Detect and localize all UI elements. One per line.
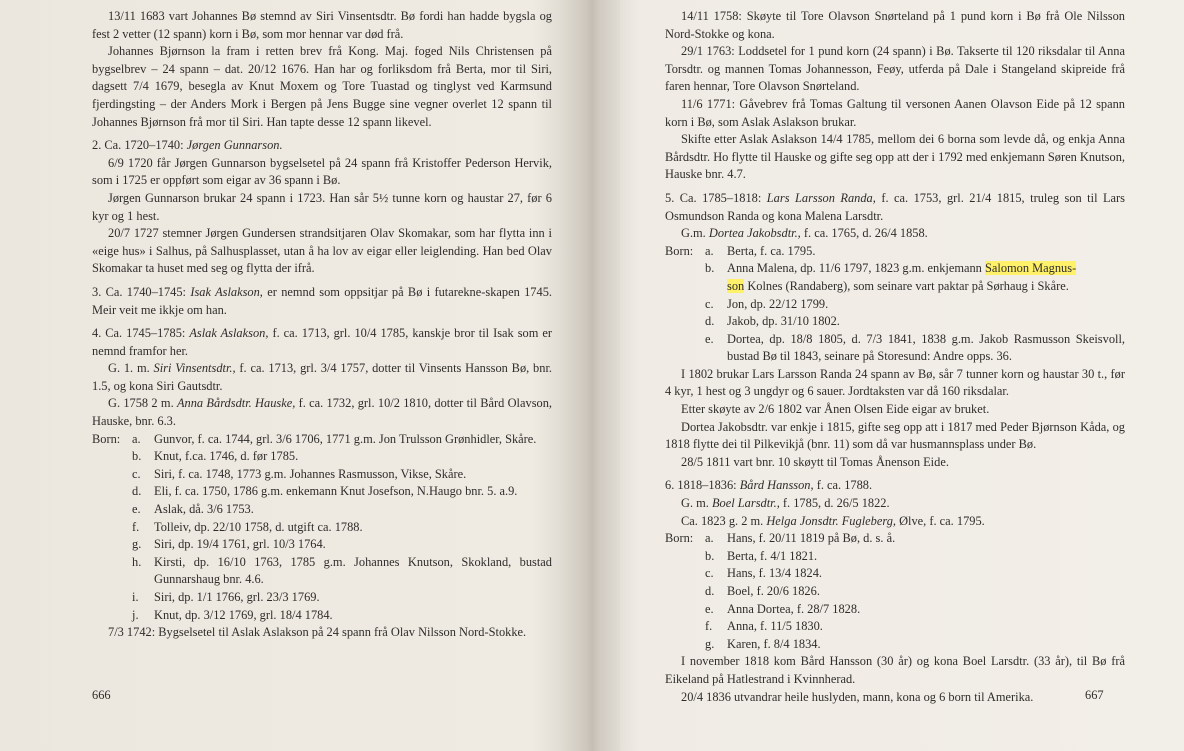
paragraph: 14/11 1758: Skøyte til Tore Olavson Snørteland på 1 pund korn i Bø frå Ole Nilsson Nord-Stokke og kona.	[665, 9, 1125, 41]
highlighted-name: son	[727, 278, 745, 293]
paragraph: 7/3 1742: Bygselsetel til Aslak Aslakson på 24 spann frå Olav Nilsson Nord-Stokke.	[108, 625, 527, 640]
list-item: i. Siri, dp. 1/1 1766, grl. 23/3 1769.	[132, 590, 320, 604]
list-item: e. Dortea, dp. 18/8 1805, d. 7/3 1841, 1838 g.m. Jakob Rasmusson Skeisvoll, bustad Bø til 1843, seinare på Storesund: Andre opps. 36.	[705, 331, 1125, 364]
list-item: b. Anna Malena, dp. 11/6 1797, 1823 g.m. enkjemann Salomon Magnus- son Kolnes (Randaberg), som seinare vart paktar på Sørhaug i Skåre.	[705, 261, 1077, 293]
children-list	[665, 530, 1125, 653]
list-item: b. Knut, f.ca. 1746, d. før 1785.	[132, 449, 299, 464]
list-item: c. Siri, f. ca. 1748, 1773 g.m. Johannes Rasmusson, Vikse, Skåre.	[132, 466, 467, 481]
section-heading: 5. Ca. 1785–1818: Lars Larsson Randa, f. ca. 1753, grl. 21/4 1815, truleg son til Lars Osmundson Randa og kona Malena Larsdtr.	[665, 190, 1126, 223]
paragraph: 20/4 1836 utvandrar heile huslyden, mann, kona og 6 born til Amerika.	[681, 689, 1034, 704]
children-list	[92, 431, 552, 625]
paragraph: Jørgen Gunnarson brukar 24 spann i 1723. Han sår 5½ tunne korn og haustar 27, før 6 kyr og 1 hest.	[92, 190, 552, 223]
section-heading: 4. Ca. 1745–1785: Aslak Aslakson, f. ca. 1713, grl. 10/4 1785, kanskje bror til Isak som er nemnd framfor her.	[92, 326, 552, 358]
list-item: d. Jakob, dp. 31/10 1802.	[705, 314, 840, 329]
marriage-line: G. m. Boel Larsdtr., f. 1785, d. 26/5 1822.	[681, 496, 890, 511]
list-item: b. Berta, f. 4/1 1821.	[705, 548, 818, 563]
list-item: Born: a. Hans, f. 20/11 1819 på Bø, d. s. å.	[665, 531, 896, 546]
paragraph: 20/7 1727 stemner Jørgen Gundersen strandsitjaren Olav Skomakar, som har flytta inn i «eige hus» i Salhus, på Salhusplasset, utan å ha lov av eigar eller leiglending. Han bed Olav Skomakar ta huset med seg og flytta der ifrå.	[92, 226, 552, 276]
gutter-shadow	[560, 0, 620, 751]
paragraph: Skifte etter Aslak Aslakson 14/4 1785, mellom dei 6 borna som levde då, og enkja Anna Bårdsdtr. Ho flytte til Hauske og gifte seg opp att der i 1792 med enkjemann Søren Knutson, Hauske bnr. 4.7.	[665, 132, 1125, 182]
list-item: c. Jon, dp. 22/12 1799.	[705, 296, 829, 311]
list-item: d. Boel, f. 20/6 1826.	[705, 584, 820, 598]
list-item: j. Knut, dp. 3/12 1769, grl. 18/4 1784.	[132, 607, 333, 622]
right-page	[665, 8, 1125, 706]
list-item: c. Hans, f. 13/4 1824.	[705, 566, 822, 581]
highlighted-name: Salomon Magnus-	[984, 261, 1077, 276]
paragraph: Johannes Bjørnson la fram i retten brev frå Kong. Maj. foged Nils Christensen på bygselbrev – 24 spann – dat. 20/12 1676. Han har og forliksdom frå Berta, mor til Siri, dagsett 7/4 1679, besegla av Knut Moxem og Tore Tuastad og tinglyst ved Karmsund fjerdingsting – der Anders Mork i Bergen på Jens Bugge sine vegner overlet 12 spann til Johannes Bjørnson frå mor til Siri. Han tapte desse 12 spann likevel.	[92, 44, 552, 129]
paragraph: Etter skøyte av 2/6 1802 var Ånen Olsen Eide eigar av bruket.	[681, 402, 990, 417]
left-page	[92, 8, 552, 642]
list-item: f. Tolleiv, dp. 22/10 1758, d. utgift ca. 1788.	[132, 519, 363, 534]
page-number: 666	[92, 688, 111, 702]
list-item: g. Karen, f. 8/4 1834.	[705, 636, 821, 651]
marriage-line: G. 1. m. Siri Vinsentsdtr., f. ca. 1713, grl. 3/4 1757, dotter til Vinsents Hansson Bø, bnr. 1.5, og kona Siri Gautsdtr.	[92, 361, 552, 393]
section-heading: 2. Ca. 1720–1740: Jørgen Gunnarson.	[92, 138, 283, 153]
marriage-line: G.m. Dortea Jakobsdtr., f. ca. 1765, d. 26/4 1858.	[681, 226, 928, 241]
list-item: Born: a. Gunvor, f. ca. 1744, grl. 3/6 1706, 1771 g.m. Jon Trulsson Grønhidler, Skåre.	[92, 431, 537, 446]
paragraph: Dortea Jakobsdtr. var enkje i 1815, gifte seg opp att i 1817 med Peder Bjørnson Kåda, og 1818 flytte dei til Pilkevikjå (bnr. 11) som då var husmannsplass under Bø.	[665, 419, 1125, 452]
paragraph: I 1802 brukar Lars Larsson Randa 24 spann av Bø, sår 7 tunner korn og haustar 30 t., før 4 kyr, 1 hest og 3 ungdyr og 6 sauer. Jordtaksten var då 160 riksdalar.	[665, 366, 1125, 399]
list-item: e. Anna Dortea, f. 28/7 1828.	[705, 601, 861, 616]
children-list	[665, 243, 1125, 366]
list-item: f. Anna, f. 11/5 1830.	[705, 619, 823, 634]
list-item: g. Siri, dp. 19/4 1761, grl. 10/3 1764.	[132, 537, 326, 552]
list-item: Born: a. Berta, f. ca. 1795.	[665, 243, 816, 258]
marriage-line: G. 1758 2 m. Anna Bårdsdtr. Hauske, f. ca. 1732, grl. 10/2 1810, dotter til Bård Olavson, Hauske, bnr. 6.3.	[92, 396, 552, 429]
paragraph: 13/11 1683 vart Johannes Bø stemnd av Siri Vinsentsdtr. Bø fordi han hadde bygsla og fest 2 vetter (12 spann) korn i Bø, som mor hennar var død frå.	[92, 9, 552, 41]
paragraph: 6/9 1720 får Jørgen Gunnarson bygselsetel på 24 spann frå Kristoffer Pederson Hervik, som i 1725 er oppført som eigar av 36 spann i Bø.	[92, 155, 552, 188]
paragraph: 28/5 1811 vart bnr. 10 skøytt til Tomas Ånenson Eide.	[681, 454, 949, 469]
section-heading: 6. 1818–1836: Bård Hansson, f. ca. 1788.	[665, 478, 873, 493]
paragraph: 29/1 1763: Loddsetel for 1 pund korn (24 spann) i Bø. Takserte til 120 riksdalar til Anna Torsdtr. og mannen Tomas Johannesson, Feøy, utferda på Dale i Stangeland skipreide frå faren hennar, Tore Olavson Snørteland.	[665, 44, 1125, 94]
marriage-line: Ca. 1823 g. 2 m. Helga Jonsdtr. Fugleberg, Ølve, f. ca. 1795.	[681, 513, 985, 528]
list-item: h. Kirsti, dp. 16/10 1763, 1785 g.m. Johannes Knutson, Skokland, bustad Gunnarshaug bnr. 4.6.	[132, 554, 552, 587]
list-item: d. Eli, f. ca. 1750, 1786 g.m. enkemann Knut Josefson, N.Haugo bnr. 5. a.9.	[132, 484, 518, 499]
section-heading: 3. Ca. 1740–1745: Isak Aslakson, er nemnd som oppsitjar på Bø i futarekne-skapen 1745. Meir veit me ikkje om han.	[92, 284, 552, 317]
paragraph: 11/6 1771: Gåvebrev frå Tomas Galtung til versonen Aanen Olavson Eide på 12 spann korn i Bø, som Aslak Aslakson brukar.	[665, 96, 1125, 129]
list-item: e. Aslak, då. 3/6 1753.	[132, 502, 254, 517]
page-number: 667	[1085, 688, 1104, 702]
paragraph: I november 1818 kom Bård Hansson (30 år) og kona Boel Larsdtr. (33 år), til Bø frå Eikeland på Hatlestrand i Kvinnherad.	[665, 654, 1125, 686]
